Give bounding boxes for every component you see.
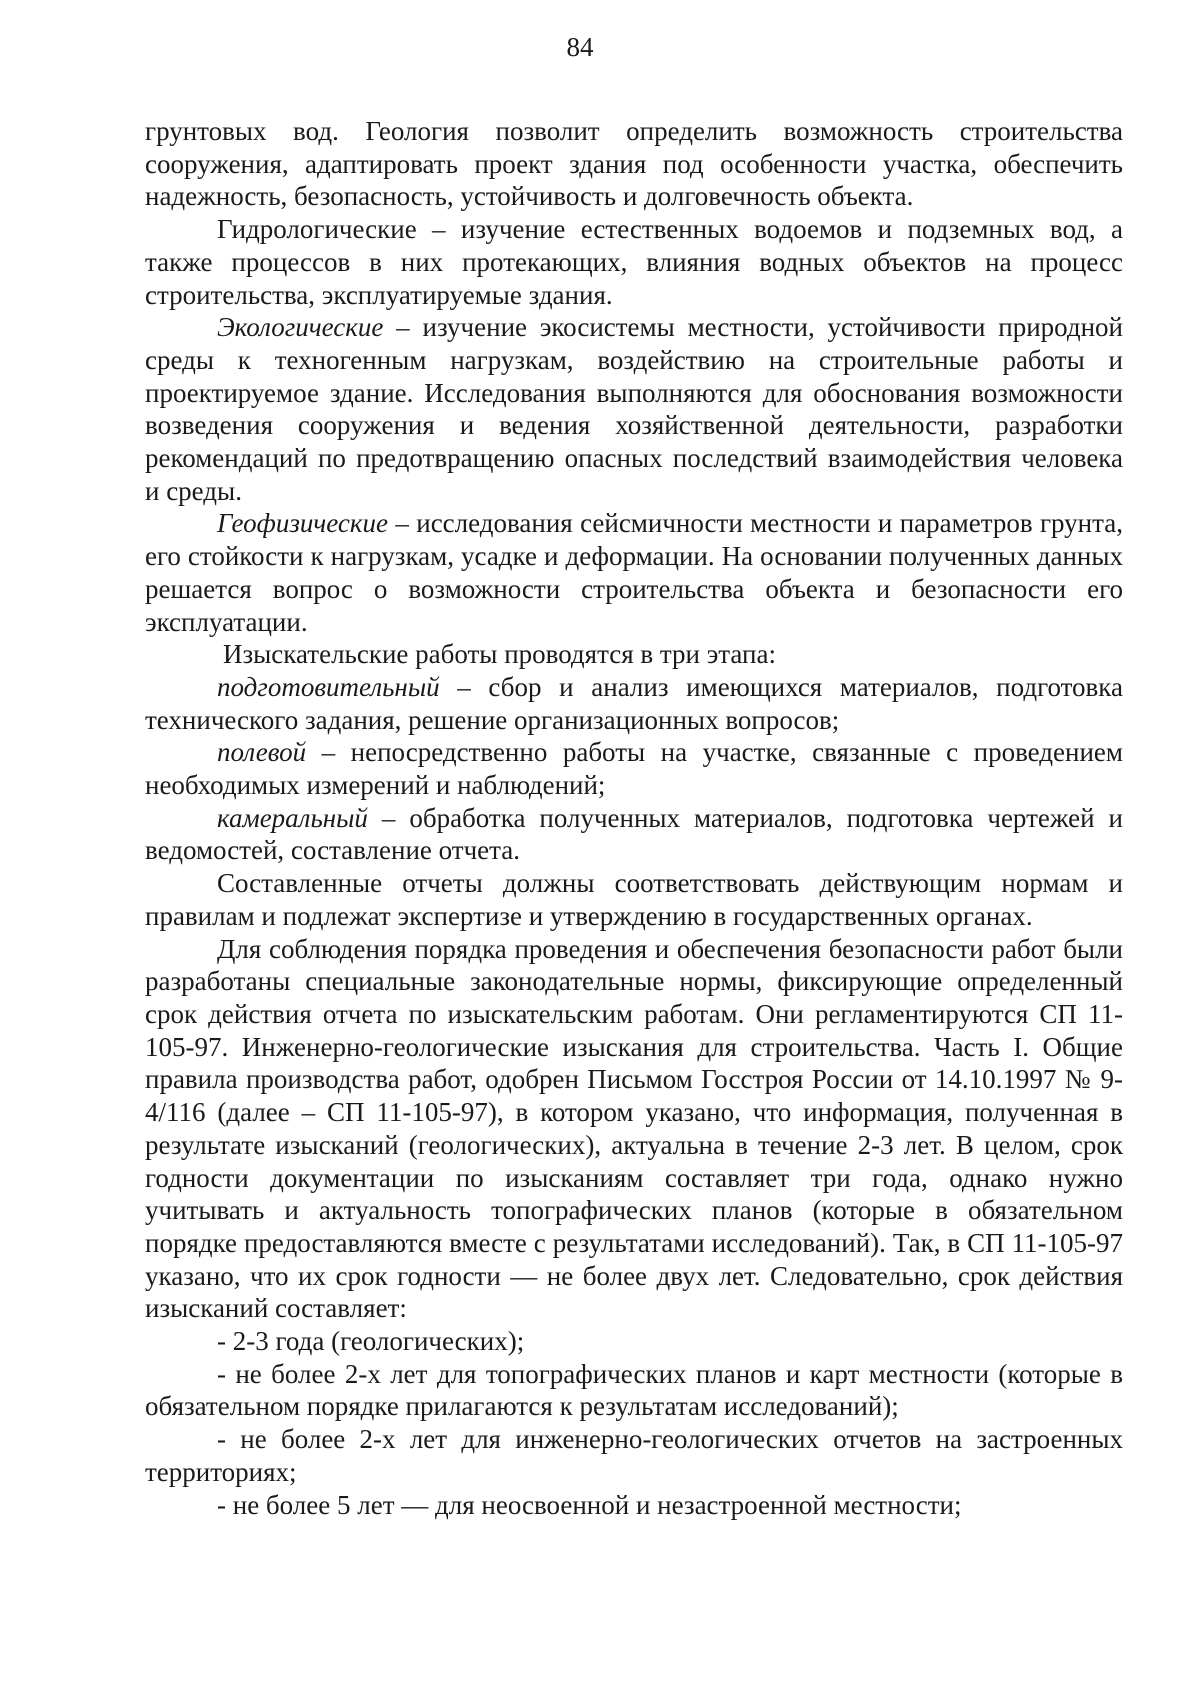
paragraph-groundwater: грунтовых вод. Геология позволит определить возможность строительства сооружения, адаптировать проект здания под особенности участка, обеспечить надежность, безопасность, устойчивость и долговечность объекта. xyxy=(145,116,1123,212)
term-office: камеральный xyxy=(217,802,368,833)
paragraph-survey-stages: Изыскательские работы проводятся в три этапа: xyxy=(223,639,776,670)
paragraph-regulations: Для соблюдения порядка проведения и обеспечения безопасности работ были разработаны специальные законодательные нормы, фиксирующие определенный срок действия отчета по изыскательским работам. Они регламентируются СП 11-105-97. Инженерно-геологические изыскания для строительства. Часть I. Общие правила производства работ, одобрен Письмом Госстроя России от 14.10.1997 № 9-4/116 (далее – СП 11-105-97), в котором указано, что информация, полученная в результате изысканий (геологических), актуальна в течение 2-3 лет. В целом, срок годности документации по изысканиям составляет три года, однако нужно учитывать и актуальность топографических планов (которые в обязательном порядке предоставляются вместе с результатами исследований). Так, в СП 11-105-97 указано, что их срок годности — не более двух лет. Следовательно, срок действия изысканий составляет: xyxy=(145,933,1123,1324)
term-field: полевой xyxy=(217,737,307,768)
list-item-topographic: - не более 2-х лет для топографических планов и карт местности (которые в обязательном порядке прилагаются к результатам исследований); xyxy=(145,1358,1123,1422)
list-item-geological: - 2-3 года (геологических); xyxy=(217,1326,525,1357)
paragraph-ecological-text: – изучение экосистемы местности, устойчивости природной среды к техногенным нагрузкам, воздействию на строительные работы и проектируемое здание. Исследования выполняются для обоснования возможности возведения сооружения и ведения хозяйственной деятельности, разработки рекомендаций по предотвращению опасных последствий взаимодействия человека и среды. xyxy=(145,312,1123,506)
paragraph-hydrological: Гидрологические – изучение естественных водоемов и подземных вод, а также процессов в них протекающих, влияния водных объектов на процесс строительства, эксплуатируемые здания. xyxy=(145,214,1123,310)
page-number: 84 xyxy=(566,32,594,62)
paragraph-ecological xyxy=(145,311,1123,507)
paragraph-reports: Составленные отчеты должны соответствовать действующим нормам и правилам и подлежат экспертизе и утверждению в государственных органах. xyxy=(145,868,1123,931)
paragraph-field-text: – непосредственно работы на участке, связанные с проведением необходимых измерений и наблюдений; xyxy=(145,737,1123,801)
document-body xyxy=(145,115,1123,1521)
term-ecological: Экологические xyxy=(217,312,384,343)
term-geophysical: Геофизические xyxy=(217,508,388,539)
paragraph-field xyxy=(145,736,1123,801)
paragraph-preparatory-text: – сбор и анализ имеющихся материалов, подготовка технического задания, решение организационных вопросов; xyxy=(145,671,1123,735)
paragraph-preparatory xyxy=(145,671,1123,736)
paragraph-office-text: – обработка полученных материалов, подготовка чертежей и ведомостей, составление отчета. xyxy=(145,802,1123,866)
paragraph-geophysical xyxy=(145,507,1123,638)
paragraph-office xyxy=(145,802,1123,867)
term-preparatory: подготовительный xyxy=(217,671,440,702)
list-item-undeveloped: - не более 5 лет — для неосвоенной и незастроенной местности; xyxy=(217,1489,962,1520)
list-item-built-up: - не более 2-х лет для инженерно-геологических отчетов на застроенных территориях; xyxy=(145,1424,1123,1487)
paragraph-geophysical-text: – исследования сейсмичности местности и параметров грунта, его стойкости к нагрузкам, усадке и деформации. На основании полученных данных решается вопрос о возможности строительства объекта и безопасности его эксплуатации. xyxy=(145,508,1123,637)
